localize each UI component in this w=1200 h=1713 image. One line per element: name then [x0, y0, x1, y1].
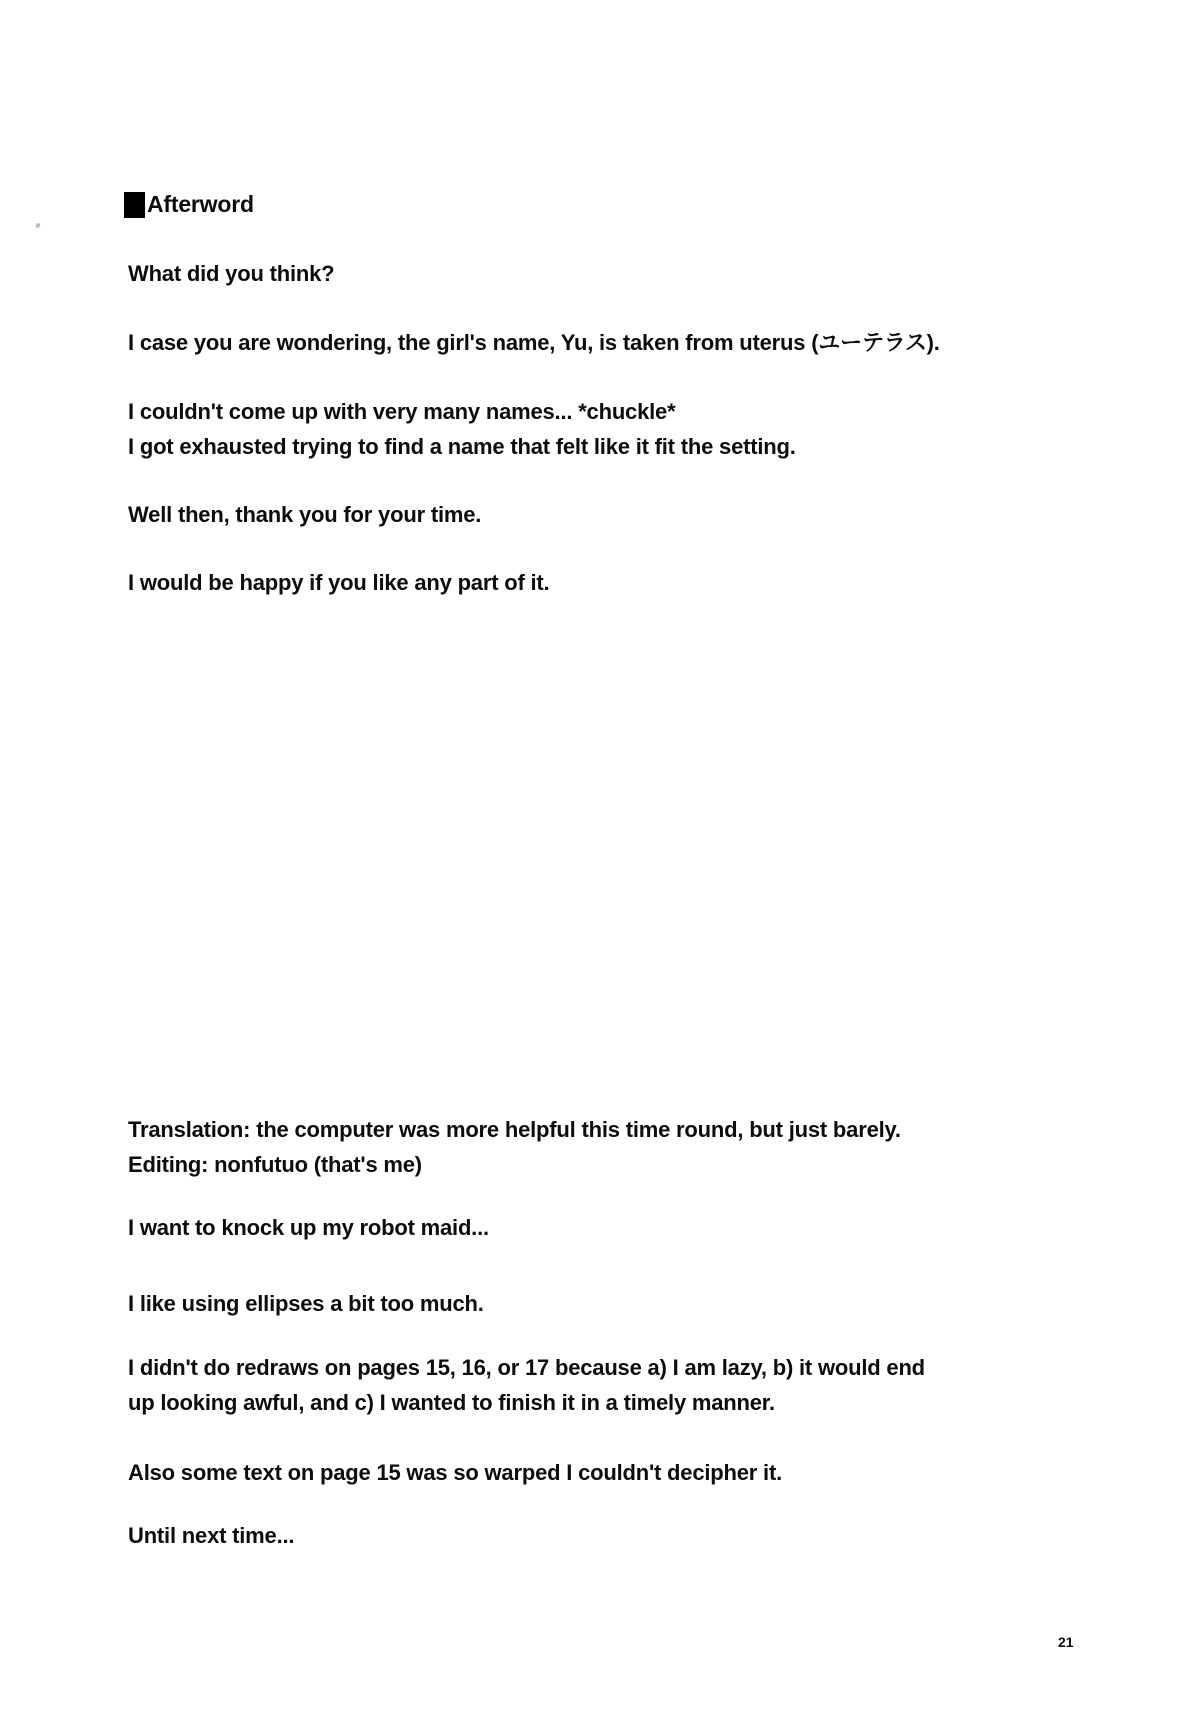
paragraph — [128, 325, 940, 360]
paragraph — [128, 1518, 294, 1553]
paragraph — [128, 1455, 782, 1490]
paragraph — [128, 565, 549, 600]
text-line: I would be happy if you like any part of it. — [128, 570, 550, 595]
text-line: I got exhausted trying to find a name that felt like it fit the setting. — [128, 434, 796, 459]
text-line: I case you are wondering, the girl's name, Yu, is taken from uterus (ユーテラス). — [128, 330, 940, 355]
paragraph — [128, 497, 481, 532]
text-line: Translation: the computer was more helpful this time round, but just barely. — [128, 1117, 901, 1142]
section-heading — [124, 191, 254, 218]
text-line: Well then, thank you for your time. — [128, 502, 482, 527]
page-number: 21 — [1058, 1634, 1074, 1650]
text-line: up looking awful, and c) I wanted to finish it in a timely manner. — [128, 1390, 775, 1415]
black-square-marker-icon — [124, 192, 145, 218]
paragraph — [128, 1286, 484, 1321]
scan-artifact — [35, 222, 41, 228]
text-line: What did you think? — [128, 261, 335, 286]
paragraph — [128, 394, 796, 464]
text-line: I didn't do redraws on pages 15, 16, or 17 because a) I am lazy, b) it would end — [128, 1355, 925, 1380]
text-line: I like using ellipses a bit too much. — [128, 1291, 484, 1316]
text-line: I want to knock up my robot maid... — [128, 1215, 489, 1240]
text-line: Until next time... — [128, 1523, 295, 1548]
section-heading-label: Afterword — [147, 191, 254, 217]
text-line: Editing: nonfutuo (that's me) — [128, 1152, 422, 1177]
text-line: Also some text on page 15 was so warped I couldn't decipher it. — [128, 1460, 783, 1485]
paragraph — [128, 256, 334, 291]
paragraph — [128, 1350, 925, 1420]
paragraph — [128, 1112, 901, 1182]
paragraph — [128, 1210, 489, 1245]
text-line: I couldn't come up with very many names... *chuckle* — [128, 399, 676, 424]
